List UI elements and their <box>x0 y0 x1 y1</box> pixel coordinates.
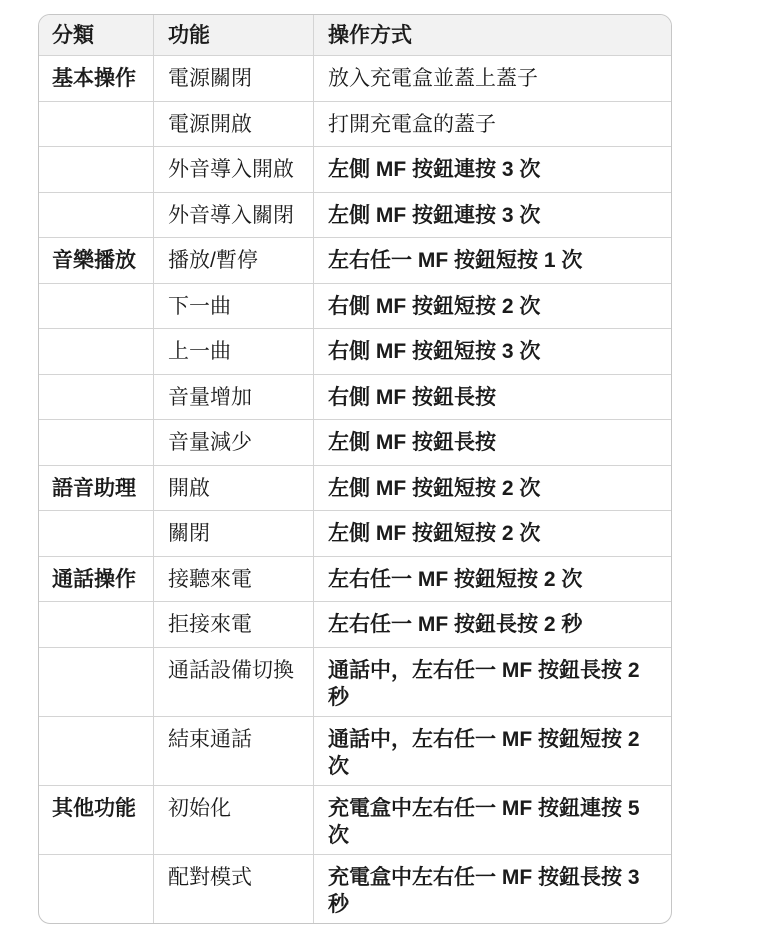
header-category: 分類 <box>52 24 94 47</box>
function-cell: 電源關閉 <box>153 56 313 101</box>
table-row <box>39 854 671 923</box>
category-cell <box>39 648 153 716</box>
operation-cell: 右側 MF 按鈕短按 2 次 <box>313 284 671 329</box>
operation-cell: 充電盒中左右任一 MF 按鈕連按 5 次 <box>313 786 671 854</box>
table-row <box>39 465 671 511</box>
category-cell: 其他功能 <box>52 796 136 820</box>
function-cell: 下一曲 <box>153 284 313 329</box>
category-cell <box>39 329 153 374</box>
category-cell <box>39 193 153 238</box>
header-operation: 操作方式 <box>313 15 671 55</box>
category-cell <box>39 284 153 329</box>
function-cell: 播放/暫停 <box>153 238 313 283</box>
operation-cell: 充電盒中左右任一 MF 按鈕長按 3 秒 <box>313 855 671 923</box>
function-cell: 接聽來電 <box>153 557 313 602</box>
table-row <box>39 283 671 329</box>
header-function: 功能 <box>153 15 313 55</box>
function-cell: 通話設備切換 <box>153 648 313 716</box>
category-cell: 語音助理 <box>52 476 136 500</box>
table-row <box>39 716 671 785</box>
function-cell: 初始化 <box>153 786 313 854</box>
function-cell: 上一曲 <box>153 329 313 374</box>
table-row <box>39 419 671 465</box>
category-cell <box>39 420 153 465</box>
operation-cell: 通話中，左右任一 MF 按鈕短按 2 次 <box>313 717 671 785</box>
function-cell: 關閉 <box>153 511 313 556</box>
function-cell: 音量增加 <box>153 375 313 420</box>
category-cell <box>39 147 153 192</box>
table-row <box>39 146 671 192</box>
table-row <box>39 55 671 101</box>
table-row <box>39 785 671 854</box>
table-row <box>39 192 671 238</box>
function-cell: 外音導入開啟 <box>153 147 313 192</box>
operation-cell: 打開充電盒的蓋子 <box>313 102 671 147</box>
operation-cell: 左側 MF 按鈕連按 3 次 <box>313 193 671 238</box>
table-row <box>39 556 671 602</box>
category-cell <box>39 717 153 785</box>
operation-cell: 左右任一 MF 按鈕長按 2 秒 <box>313 602 671 647</box>
operation-cell: 放入充電盒並蓋上蓋子 <box>313 56 671 101</box>
table-row <box>39 237 671 283</box>
table-row <box>39 374 671 420</box>
category-cell <box>39 102 153 147</box>
operation-cell: 右側 MF 按鈕長按 <box>313 375 671 420</box>
function-cell: 結束通話 <box>153 717 313 785</box>
table-row <box>39 328 671 374</box>
category-cell <box>39 602 153 647</box>
operation-cell: 左右任一 MF 按鈕短按 1 次 <box>313 238 671 283</box>
operation-cell: 左側 MF 按鈕連按 3 次 <box>313 147 671 192</box>
operation-cell: 左右任一 MF 按鈕短按 2 次 <box>313 557 671 602</box>
function-cell: 開啟 <box>153 466 313 511</box>
table-row <box>39 647 671 716</box>
table-row <box>39 601 671 647</box>
function-cell: 拒接來電 <box>153 602 313 647</box>
table-row <box>39 101 671 147</box>
category-cell: 音樂播放 <box>52 249 136 272</box>
category-cell: 通話操作 <box>52 567 136 591</box>
operation-cell: 左側 MF 按鈕短按 2 次 <box>313 511 671 556</box>
function-cell: 配對模式 <box>153 855 313 923</box>
category-cell <box>39 511 153 556</box>
operation-cell: 左側 MF 按鈕短按 2 次 <box>313 466 671 511</box>
operation-cell: 右側 MF 按鈕短按 3 次 <box>313 329 671 374</box>
function-cell: 外音導入關閉 <box>153 193 313 238</box>
controls-table <box>38 14 672 924</box>
function-cell: 音量減少 <box>153 420 313 465</box>
table-row <box>39 510 671 556</box>
function-cell: 電源開啟 <box>153 102 313 147</box>
category-cell: 基本操作 <box>52 67 136 90</box>
category-cell <box>39 375 153 420</box>
header-row <box>39 15 671 55</box>
operation-cell: 通話中，左右任一 MF 按鈕長按 2 秒 <box>313 648 671 716</box>
category-cell <box>39 855 153 923</box>
operation-cell: 左側 MF 按鈕長按 <box>313 420 671 465</box>
